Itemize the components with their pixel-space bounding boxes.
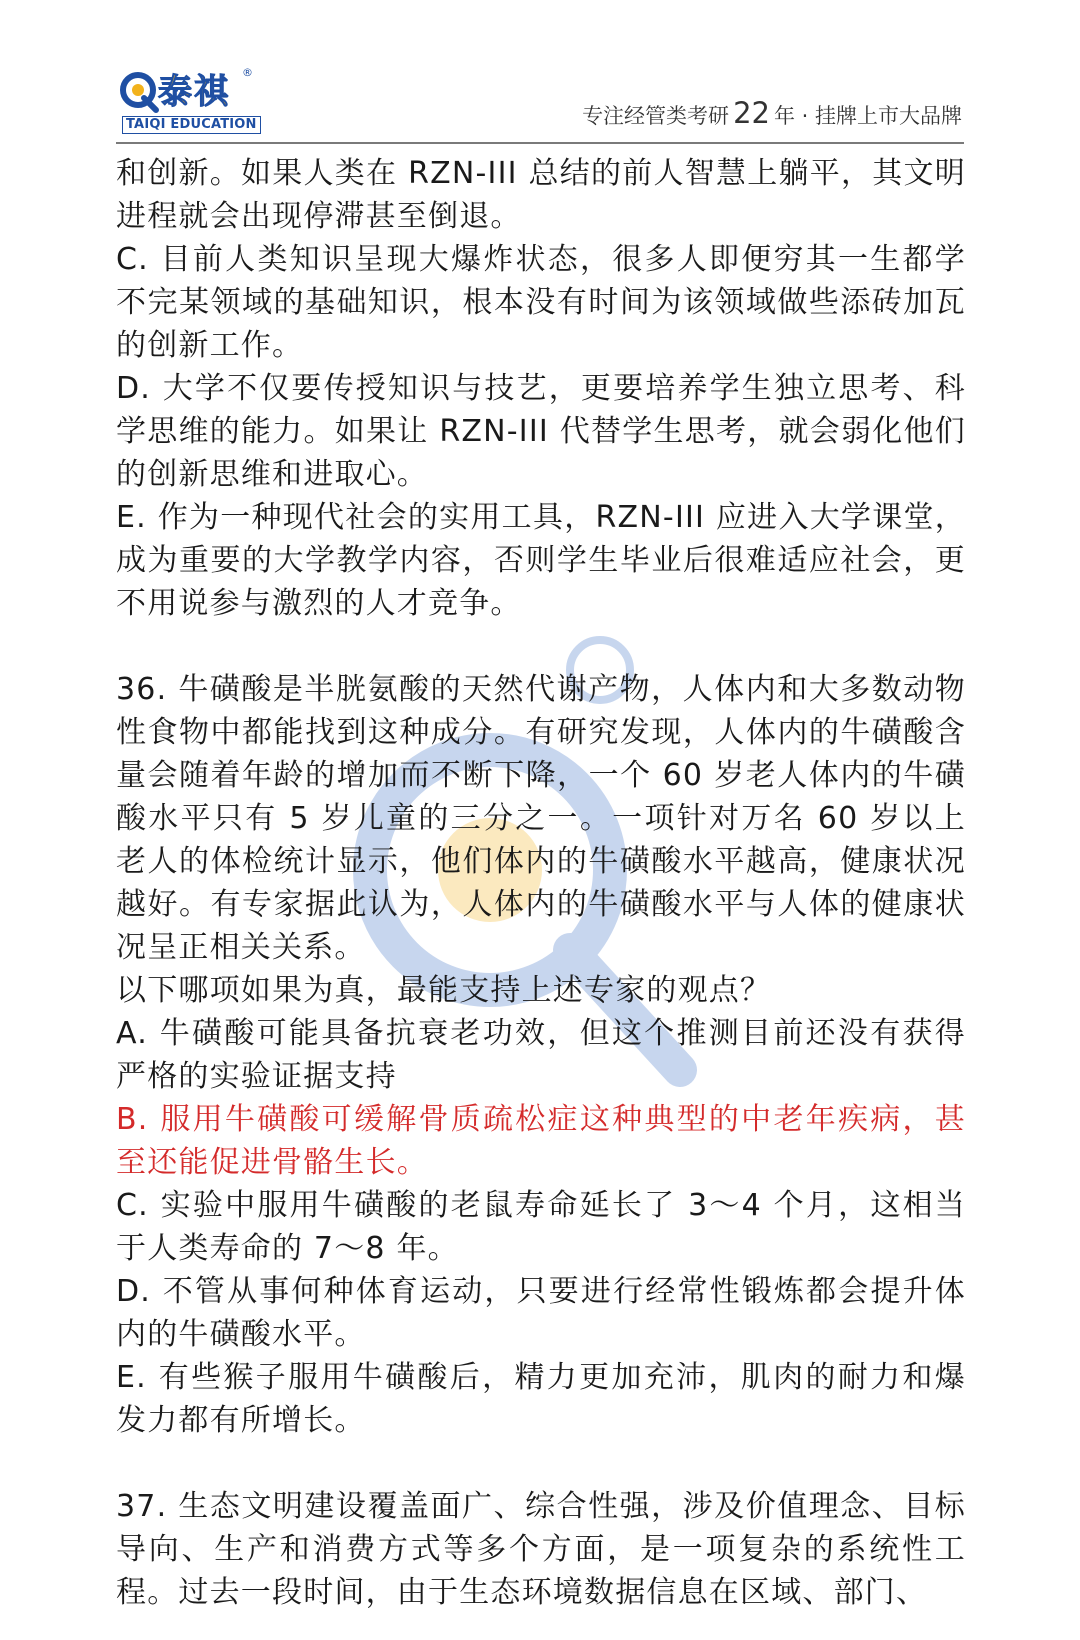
logo-english-name: TAIQI EDUCATION	[122, 116, 261, 134]
option-e-prev: E. 作为一种现代社会的实用工具，RZN-III 应进入大学课堂，成为重要的大学教学内容，否则学生毕业后很难适应社会，更不用说参与激烈的人才竞争。	[116, 500, 966, 621]
spacer	[116, 1442, 966, 1485]
logo-chinese-name: 泰祺	[158, 72, 230, 112]
question-36-option-d: D. 不管从事何种体育运动，只要进行经常性锻炼都会提升体内的牛磺酸水平。	[116, 1274, 966, 1352]
option-c-prev: C. 目前人类知识呈现大爆炸状态，很多人即便穷其一生都学不完某领域的基础知识，根本没有时间为该领域做些添砖加瓦的创新工作。	[116, 242, 966, 363]
slogan-post: 年 · 挂牌上市大品牌	[773, 104, 962, 128]
question-36-option-b-answer: B. 服用牛磺酸可缓解骨质疏松症这种典型的中老年疾病，甚至还能促进骨骼生长。	[116, 1102, 966, 1180]
slogan-years: 22	[733, 96, 770, 130]
page-header	[0, 0, 1080, 150]
question-36-option-c: C. 实验中服用牛磺酸的老鼠寿命延长了 3～4 个月，这相当于人类寿命的 7～8 年。	[116, 1188, 966, 1266]
document-body	[116, 152, 966, 1614]
question-36-stem: 36. 牛磺酸是半胱氨酸的天然代谢产物，人体内和大多数动物性食物中都能找到这种成分。有研究发现，人体内的牛磺酸含量会随着年龄的增加而不断下降，一个 60 岁老人体内的牛磺酸水平只有 5 岁儿童的三分之一。一项针对万名 60 岁以上老人的体检统计显示，他们体内的牛磺酸水平越高，健康状况越好。有专家据此认为，人体内的牛磺酸水平与人体的健康状况呈正相关关系。	[116, 672, 966, 965]
option-d-prev: D. 大学不仅要传授知识与技艺，更要培养学生独立思考、科学思维的能力。如果让 RZN-III 代替学生思考，就会弱化他们的创新思维和进取心。	[116, 371, 966, 492]
logo-emblem-icon	[118, 70, 162, 114]
spacer	[116, 625, 966, 668]
taiqi-logo	[118, 66, 268, 138]
question-37-stem: 37. 生态文明建设覆盖面广、综合性强，涉及价值理念、目标导向、生产和消费方式等多个方面，是一项复杂的系统性工程。过去一段时间，由于生态环境数据信息在区域、部门、	[116, 1489, 966, 1610]
question-36-option-e: E. 有些猴子服用牛磺酸后，精力更加充沛，肌肉的耐力和爆发力都有所增长。	[116, 1360, 966, 1438]
registered-mark: ®	[242, 66, 253, 79]
slogan-pre: 专注经管类考研	[582, 104, 730, 128]
question-36-ask: 以下哪项如果为真，最能支持上述专家的观点？	[116, 973, 772, 1008]
header-divider	[116, 142, 964, 144]
paragraph-continuation: 和创新。如果人类在 RZN-III 总结的前人智慧上躺平，其文明进程就会出现停滞甚至倒退。	[116, 156, 966, 234]
question-36-option-a: A. 牛磺酸可能具备抗衰老功效，但这个推测目前还没有获得严格的实验证据支持	[116, 1016, 966, 1094]
header-slogan	[582, 98, 962, 131]
